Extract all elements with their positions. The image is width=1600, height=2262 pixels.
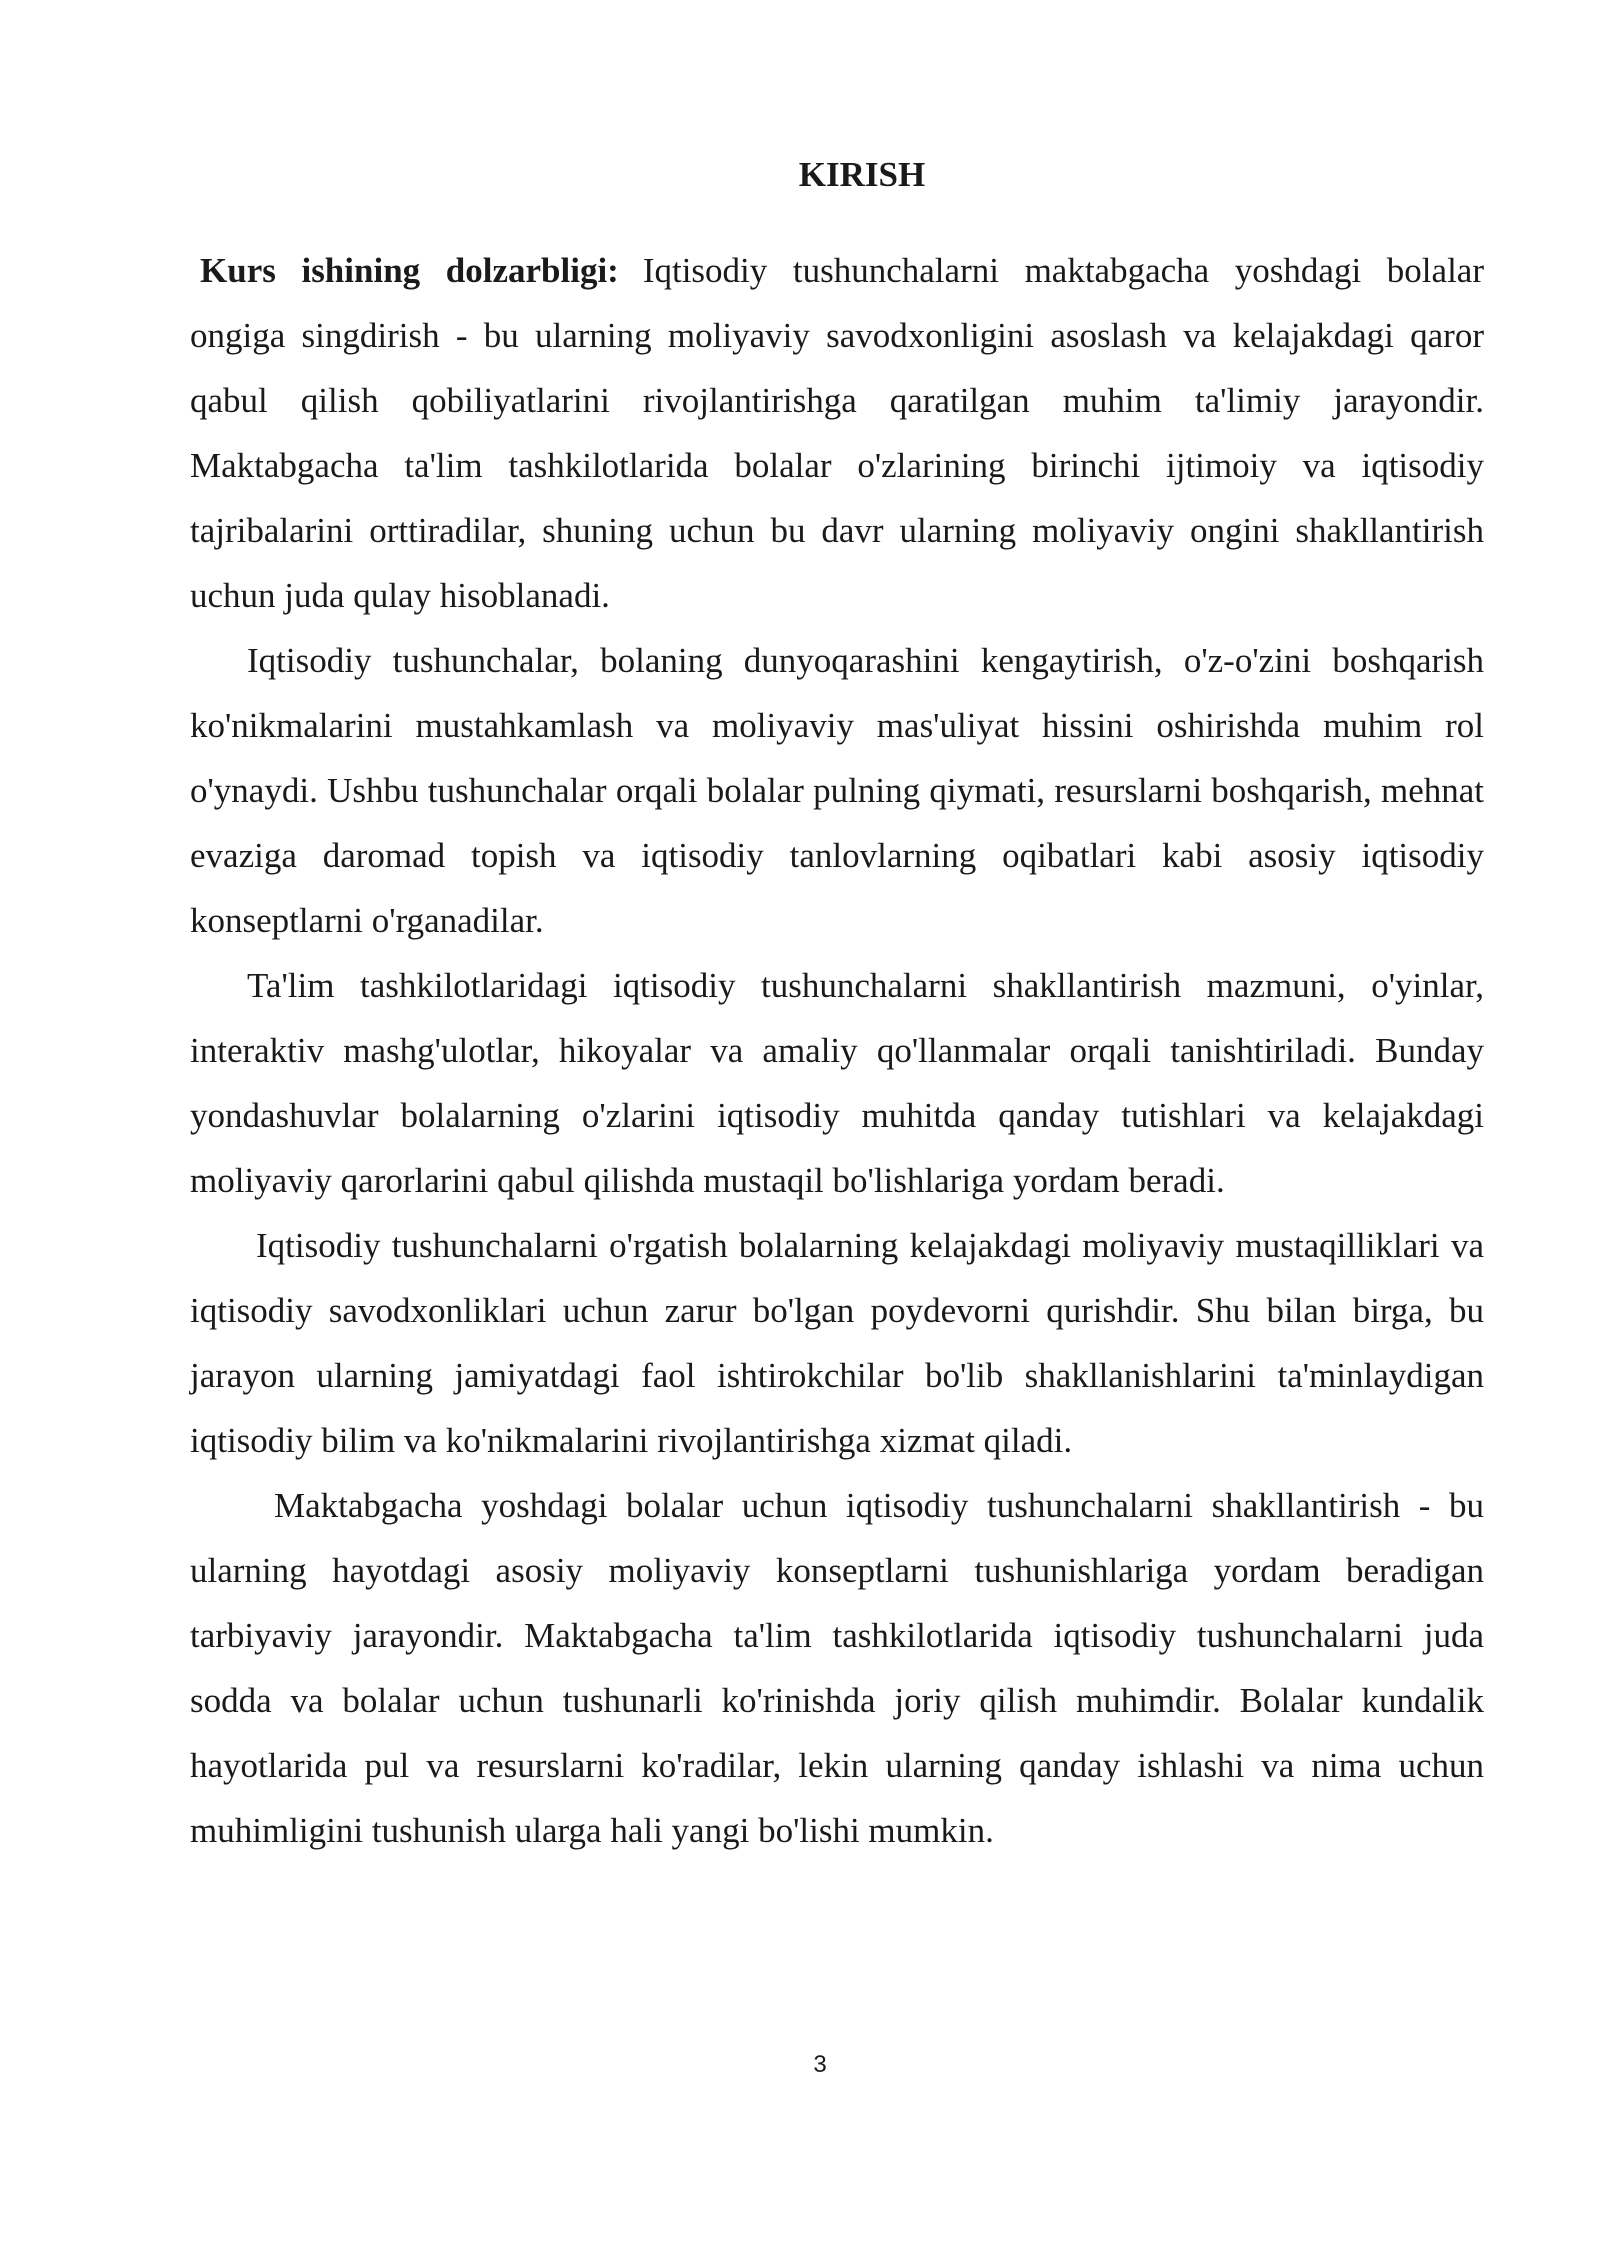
page-content <box>190 150 1484 1863</box>
paragraph: Ta'lim tashkilotlaridagi iqtisodiy tushunchalarni shakllantirish mazmuni, o'yinlar, interaktiv mashg'ulotlar, hikoyalar va amaliy qo'llanmalar orqali tanishtiriladi. Bunday yondashuvlar bolalarning o'zlarini iqtisodiy muhitda qanday tutishlari va kelajakdagi moliyaviy qarorlarini qabul qilishda mustaqil bo'lishlariga yordam beradi. <box>190 966 1484 1200</box>
paragraph-text: Iqtisodiy tushunchalarni maktabgacha yoshdagi bolalar ongiga singdirish - bu ularning moliyaviy savodxonligini asoslash va kelajakdagi qaror qabul qilish qobiliyatlarini rivojlantirishga qaratilgan muhim ta'limiy jarayondir. Maktabgacha ta'lim tashkilotlarida bolalar o'zlarining birinchi ijtimoiy va iqtisodiy tajribalarini orttiradilar, shuning uchun bu davr ularning moliyaviy ongini shakllantirish uchun juda qulay hisoblanadi. <box>190 251 1484 615</box>
paragraph: Iqtisodiy tushunchalar, bolaning dunyoqarashini kengaytirish, o'z-o'zini boshqarish ko'nikmalarini mustahkamlash va moliyaviy mas'uliyat hissini oshirishda muhim rol o'ynaydi. Ushbu tushunchalar orqali bolalar pulning qiymati, resurslarni boshqarish, mehnat evaziga daromad topish va iqtisodiy tanlovlarning oqibatlari kabi asosiy iqtisodiy konseptlarni o'rganadilar. <box>190 641 1484 940</box>
paragraph: Iqtisodiy tushunchalarni o'rgatish bolalarning kelajakdagi moliyaviy mustaqilliklari va iqtisodiy savodxonliklari uchun zarur bo'lgan poydevorni qurishdir. Shu bilan birga, bu jarayon ularning jamiyatdagi faol ishtirokchilar bo'lib shakllanishlarini ta'minlaydigan iqtisodiy bilim va ko'nikmalarini rivojlantirishga xizmat qiladi. <box>190 1226 1484 1460</box>
page-number: 3 <box>813 2051 827 2078</box>
paragraph: Maktabgacha yoshdagi bolalar uchun iqtisodiy tushunchalarni shakllantirish - bu ularning hayotdagi asosiy moliyaviy konseptlarni tushunishlariga yordam beradigan tarbiyaviy jarayondir. Maktabgacha ta'lim tashkilotlarida iqtisodiy tushunchalarni juda sodda va bolalar uchun tushunarli ko'rinishda joriy qilish muhimdir. Bolalar kundalik hayotlarida pul va resurslarni ko'radilar, lekin ularning qanday ishlashi va nima uchun muhimligini tushunish ularga hali yangi bo'lishi mumkin. <box>190 1486 1484 1850</box>
page-title: KIRISH <box>798 155 926 194</box>
paragraph-relevance <box>190 238 1484 628</box>
relevance-label: Kurs ishining dolzarbligi: <box>200 251 619 290</box>
